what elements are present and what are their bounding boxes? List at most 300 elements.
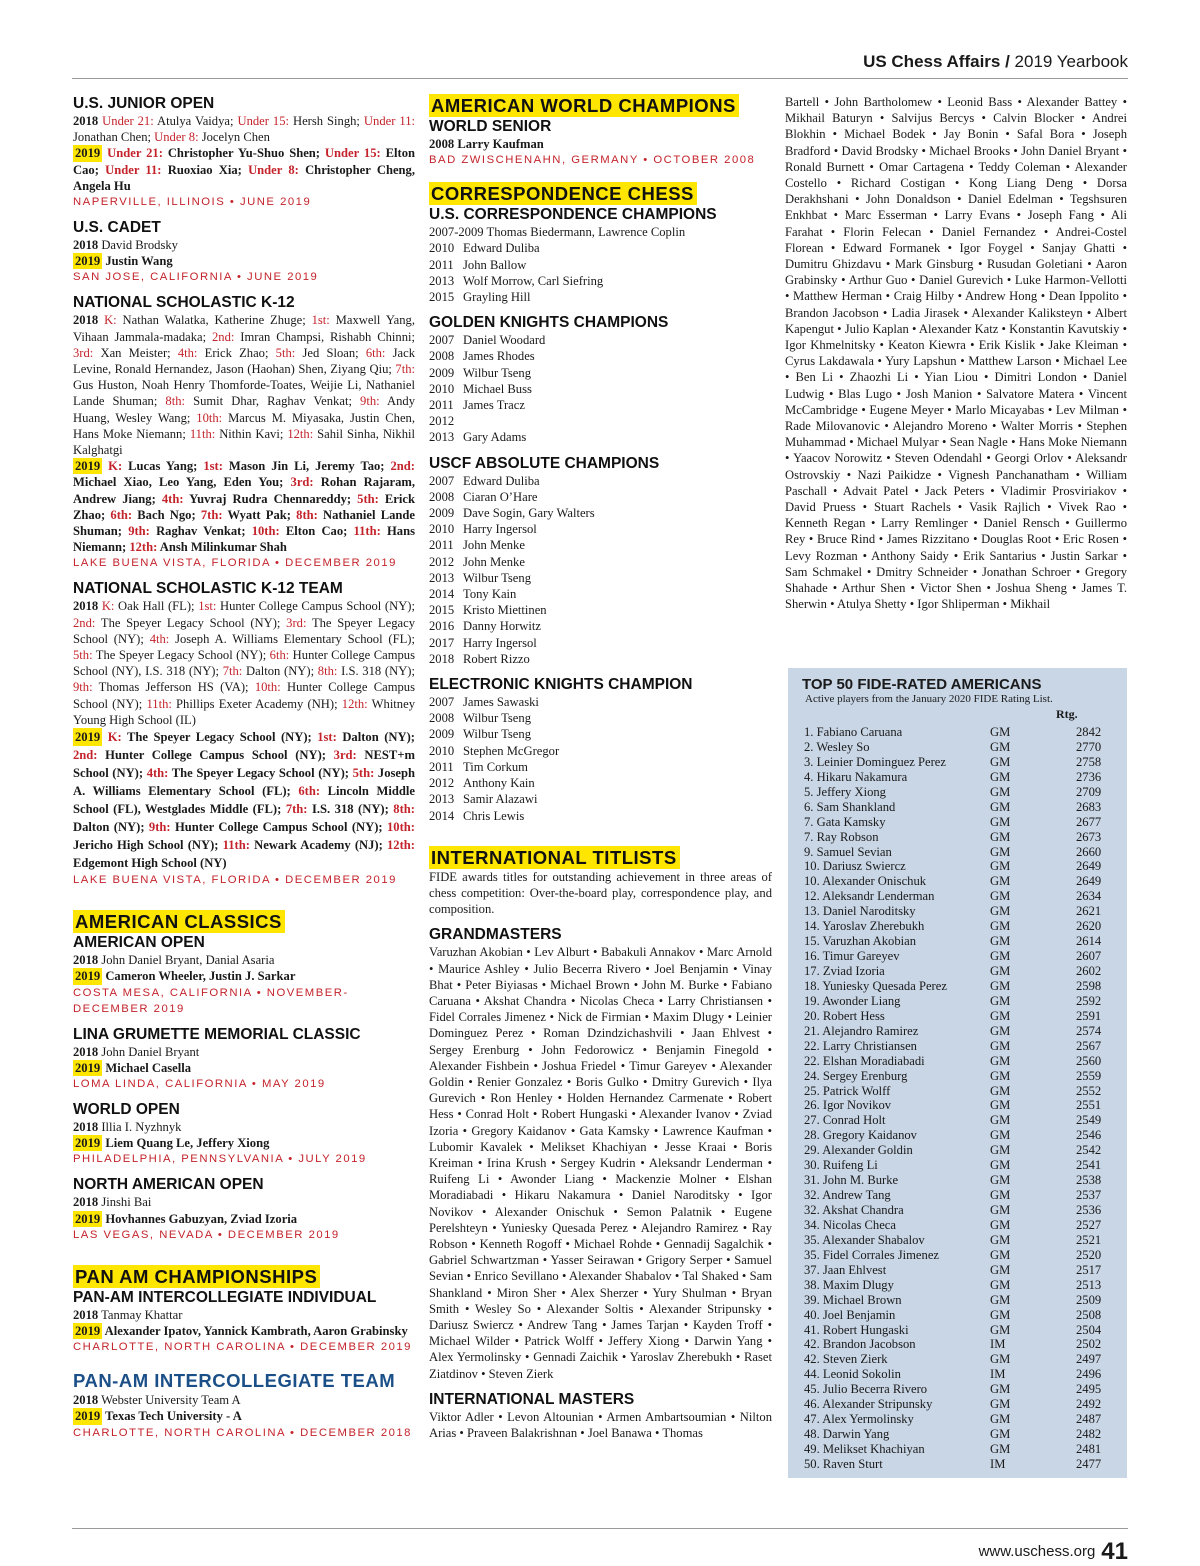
player-rating: 2592 — [1076, 993, 1102, 1008]
list-item — [429, 429, 772, 445]
list-year: 2009 — [429, 506, 455, 521]
list-item — [429, 710, 772, 726]
table-row — [804, 1427, 1127, 1442]
list-item — [429, 570, 772, 586]
list-year: 2008 — [429, 711, 455, 726]
player-name: 48. Darwin Yang — [804, 1427, 890, 1442]
table-row — [804, 1263, 1127, 1278]
player-name: 24. Sergey Erenburg — [804, 1068, 908, 1083]
player-name: 14. Yaroslav Zherebukh — [804, 919, 925, 934]
world-senior-location: BAD ZWISCHENAHN, GERMANY • OCTOBER 2008 — [429, 154, 756, 167]
category-label: K: — [108, 459, 123, 474]
player-name: 45. Julio Becerra Rivero — [804, 1382, 928, 1397]
table-row — [804, 1323, 1127, 1338]
category-label: Under 8: — [248, 162, 299, 177]
category-label: Under 11: — [363, 114, 415, 128]
player-name: 22. Larry Christiansen — [804, 1038, 917, 1053]
player-rating: 2517 — [1076, 1262, 1102, 1277]
player-name: 46. Alexander Stripunsky — [804, 1397, 933, 1412]
winner: Elton Cao; — [73, 146, 416, 177]
list-name: Kristo Miettinen — [463, 603, 547, 618]
list-item — [429, 808, 772, 824]
list-item — [429, 791, 772, 807]
player-rating: 2542 — [1076, 1143, 1102, 1158]
list-item — [429, 273, 772, 289]
winner: The Speyer Legacy School (NY); — [168, 766, 353, 781]
winner: Liem Quang Le, Jeffery Xiong — [102, 1136, 270, 1151]
winner: Ansh Milinkumar Shah — [157, 540, 287, 555]
american-open-location: COSTA MESA, CALIFORNIA • NOVEMBER-DECEMBER 2019 — [73, 986, 349, 1015]
player-name: 10. Dariusz Swiercz — [804, 859, 906, 874]
list-name: John Menke — [463, 538, 525, 553]
list-item — [429, 381, 772, 397]
winner: Texas Tech University - A — [102, 1409, 242, 1424]
player-title: GM — [990, 1382, 1011, 1397]
winner: NEST+m School (NY); — [73, 748, 415, 781]
list-name: Gary Adams — [463, 430, 527, 445]
table-row — [804, 1218, 1127, 1233]
list-year: 2010 — [429, 743, 455, 758]
list-name: Robert Rizzo — [463, 651, 530, 666]
player-name: 29. Alexander Goldin — [804, 1143, 913, 1158]
player-title: GM — [990, 799, 1011, 814]
year-label: 2018 — [73, 1307, 99, 1322]
table-row — [804, 1069, 1127, 1084]
k12-location: LAKE BUENA VISTA, FLORIDA • DECEMBER 2019 — [73, 557, 397, 570]
player-title: GM — [990, 1173, 1011, 1188]
player-title: GM — [990, 1322, 1011, 1337]
winner: Joseph A. Williams Elementary School (FL); — [169, 631, 415, 646]
list-item — [429, 332, 772, 348]
player-rating: 2513 — [1076, 1277, 1102, 1292]
winner: I.S. 318 (NY); — [337, 664, 415, 679]
list-item — [429, 759, 772, 775]
player-name: 42. Steven Zierk — [804, 1352, 888, 1367]
lina-location: LOMA LINDA, CALIFORNIA • MAY 2019 — [73, 1077, 326, 1090]
category-label: 3rd: — [73, 345, 94, 360]
category-label: 1st: — [317, 730, 337, 745]
table-row — [804, 979, 1127, 994]
list-item — [429, 224, 772, 240]
player-name: 2. Wesley So — [804, 739, 870, 754]
player-rating: 2482 — [1076, 1427, 1102, 1442]
category-label: 3rd: — [333, 748, 357, 763]
player-title: GM — [990, 1023, 1011, 1038]
list-name: Wilbur Tseng — [463, 365, 531, 380]
player-title: GM — [990, 1217, 1011, 1232]
table-row — [804, 845, 1127, 860]
winner: Jack Levine, Ronald Hernandez, Jason (Haohan) Shen, Ziyang Qiu; — [73, 345, 415, 377]
winner: Erick Zhao; — [73, 491, 415, 522]
table-row — [804, 785, 1127, 800]
player-rating: 2487 — [1076, 1412, 1102, 1427]
section-american-world-champions: AMERICAN WORLD CHAMPIONS — [429, 94, 739, 117]
winner: Ruoxiao Xia; — [161, 162, 249, 177]
list-item — [429, 694, 772, 710]
list-year: 2012 — [429, 414, 455, 429]
table-row — [804, 1278, 1127, 1293]
player-title: GM — [990, 934, 1011, 949]
table-row — [804, 949, 1127, 964]
year-label: 2018 — [73, 1195, 99, 1210]
category-label: 11th: — [146, 696, 172, 711]
table-row — [804, 1352, 1127, 1367]
player-rating: 2552 — [1076, 1083, 1102, 1098]
player-title: GM — [990, 769, 1011, 784]
year-badge: 2019 — [75, 1323, 101, 1338]
world-open-location: PHILADELPHIA, PENNSYLVANIA • JULY 2019 — [73, 1153, 367, 1166]
player-title: GM — [990, 739, 1011, 754]
table-row — [804, 889, 1127, 904]
player-title: GM — [990, 1412, 1011, 1427]
cadet-2018 — [73, 237, 415, 253]
category-label: 2nd: — [73, 748, 98, 763]
list-name: Dave Sogin, Gary Walters — [463, 506, 595, 521]
category-label: 9th: — [360, 394, 380, 409]
table-row — [804, 1293, 1127, 1308]
list-year: 2013 — [429, 570, 455, 585]
player-title: GM — [990, 1143, 1011, 1158]
player-rating: 2567 — [1076, 1038, 1102, 1053]
player-rating: 2481 — [1076, 1442, 1102, 1456]
list-name: Tim Corkum — [463, 759, 528, 774]
category-label: 11th: — [222, 838, 250, 853]
table-row — [804, 919, 1127, 934]
player-name: 31. John M. Burke — [804, 1173, 899, 1188]
lina-title: LINA GRUMETTE MEMORIAL CLASSIC — [73, 1025, 361, 1043]
electronic-knights-title: ELECTRONIC KNIGHTS CHAMPION — [429, 676, 693, 694]
player-title: GM — [990, 1128, 1011, 1143]
player-name: 37. Jaan Ehlvest — [804, 1262, 887, 1277]
table-row — [804, 1203, 1127, 1218]
year-label: 2018 — [73, 114, 99, 128]
list-name: Harry Ingersol — [463, 635, 537, 650]
header-book: 2019 Yearbook — [1014, 52, 1128, 71]
table-row — [804, 859, 1127, 874]
table-row — [804, 755, 1127, 770]
table-row — [804, 1367, 1127, 1382]
top50-table — [804, 725, 1127, 1472]
category-label: 9th: — [73, 680, 93, 695]
winner: Oak Hall (FL); — [114, 599, 199, 614]
grandmasters-list: Varuzhan Akobian • Lev Alburt • Babakuli Annakov • Marc Arnold • Maurice Ashley • Julio Becerra Rivero • Joel Benjamin • Vinay Bhat • Peter Biyiasas • Michael Brown • John M. Burke • Fabiano Caruana • Akshat Chandra • Nicolas Checa • Larry Christiansen • Fidel Corrales Jimenez • Nick de Firmian • Maxim Dlugy • Leinier Dominguez Perez • Roman Dzindzichashvili • Jaan Ehlvest • Sergey Erenburg • John Fedorowicz • Benjamin Finegold • Alexander Fishbein • Joshua Friedel • Timur Gareyev • Alexander Goldin • Renier Gonzalez • Boris Gulko • Dmitry Gurevich • Ilya Gurevich • Ron Henley • Holden Hernandez Carmenate • Robert Hess • Conrad Holt • Robert Hungaski • Alexander Ivanov • Zviad Izoria • Gregory Kaidanov • Gata Kamsky • Lawrence Kaufman • Lubomir Kavalek • Melikset Khachiyan • Jesse Kraai • Boris Kreiman • Irina Krush • Sergey Kudrin • Aleksandr Lenderman • Ruifeng Li • Awonder Liang • Mackenzie Molner • Elshan Moradiabadi • Hikaru Nakamura • Daniel Naroditsky • Igor Novikov • Alexander Onischuk • Semon Palatnik • Eugene Perelshteyn • Yuniesky Quesada Perez • Alejandro Ramirez • Ray Robson • Kenneth Rogoff • Michael Rohde • Gennadij Sagalchik • Gabriel Schwartzman • Yasser Seirawan • Grigory Serper • Samuel Sevian • Enrico Sevillano • Alexander Shabalov • Tal Shaked • Sam Shankland • Miron Sher • Alex Sherzer • Yury Shulman • Bryan Smith • Wesley So • Alexander Soltis • Alexander Stripunsky • Dariusz Swiercz • Andrew Tang • James Tarjan • Kayden Troff • Michael Wilder • Patrick Wolff • Jeffery Xiong • Darwin Yang • Alex Yermolinsky • Gennadi Zaichik • Yaroslav Zherebukh • Raset Ziatdinov • Steven Zierk — [429, 945, 772, 1381]
winner: Hunter College Campus School (NY); — [170, 820, 387, 835]
player-title: IM — [990, 1337, 1006, 1352]
player-name: 38. Maxim Dlugy — [804, 1277, 894, 1292]
k12-team-2018 — [73, 598, 415, 728]
table-row — [804, 934, 1127, 949]
header-separator: / — [1000, 52, 1015, 71]
american-open-title: AMERICAN OPEN — [73, 934, 205, 952]
winner: John Daniel Bryant — [98, 1044, 200, 1059]
section-international-titlists: INTERNATIONAL TITLISTS — [429, 846, 680, 869]
year-badge: 2019 — [75, 459, 101, 474]
list-year: 2012 — [429, 554, 455, 569]
category-label: Under 15: — [324, 146, 381, 161]
category-label: 3rd: — [286, 615, 307, 630]
player-rating: 2502 — [1076, 1337, 1102, 1352]
winner: Webster University Team A — [98, 1393, 241, 1408]
player-name: 19. Awonder Liang — [804, 993, 901, 1008]
list-name: Tony Kain — [463, 587, 517, 602]
category-label: 1st: — [311, 313, 330, 328]
player-name: 15. Varuzhan Akobian — [804, 934, 917, 949]
list-name: Edward Duliba — [463, 241, 540, 256]
golden-knights-title: GOLDEN KNIGHTS CHAMPIONS — [429, 314, 669, 332]
list-name: Grayling Hill — [463, 290, 531, 305]
player-name: 21. Alejandro Ramirez — [804, 1023, 919, 1038]
panam-individual-title: PAN-AM INTERCOLLEGIATE INDIVIDUAL — [73, 1288, 377, 1306]
winner: Jericho High School (NY); — [73, 838, 223, 853]
winner: Jocelyn Chen — [198, 130, 270, 145]
panam-individual-location: CHARLOTTE, NORTH CAROLINA • DECEMBER 2019 — [73, 1341, 412, 1354]
table-row — [804, 904, 1127, 919]
panam-team-2019 — [73, 1408, 415, 1424]
list-year: 2013 — [429, 792, 455, 807]
player-rating: 2541 — [1076, 1158, 1102, 1173]
list-year: 2011 — [429, 257, 454, 272]
player-title: GM — [990, 814, 1011, 829]
winner: Thomas Jefferson HS (VA); — [92, 680, 255, 695]
list-year: 2009 — [429, 365, 455, 380]
player-rating: 2509 — [1076, 1292, 1102, 1307]
player-name: 25. Patrick Wolff — [804, 1083, 891, 1098]
category-label: 12th: — [387, 838, 415, 853]
running-header — [863, 52, 1128, 72]
player-title: GM — [990, 964, 1011, 978]
player-name: 50. Raven Sturt — [804, 1456, 883, 1471]
player-title: GM — [990, 1203, 1011, 1217]
category-label: 8th: — [317, 664, 338, 679]
winner: Dalton (NY); — [73, 820, 149, 835]
list-name: Daniel Woodard — [463, 333, 546, 348]
list-item — [429, 348, 772, 364]
player-name: 10. Alexander Onischuk — [804, 874, 927, 889]
year-label: 2018 — [73, 238, 99, 253]
section-pan-am: PAN AM CHAMPIONSHIPS — [73, 1265, 320, 1288]
table-row — [804, 1233, 1127, 1248]
winner: Edgemont High School (NY) — [73, 856, 227, 871]
player-title: IM — [990, 1456, 1006, 1471]
list-year: 2016 — [429, 619, 455, 634]
category-label: K: — [107, 730, 122, 745]
year-label: 2018 — [73, 1044, 99, 1059]
winner: Jonathan Chen; — [73, 130, 155, 145]
top50-subtitle: Active players from the January 2020 FIDE Rating List. — [805, 693, 1053, 705]
section-panam-team: PAN-AM INTERCOLLEGIATE TEAM — [73, 1370, 396, 1392]
player-name: 20. Robert Hess — [804, 1008, 885, 1023]
category-label: 6th: — [110, 507, 133, 522]
winner: Jed Sloan; — [295, 345, 366, 360]
category-label: Under 8: — [154, 130, 199, 145]
american-open-2018 — [73, 952, 415, 968]
category-label: Under 15: — [237, 114, 290, 128]
player-rating: 2649 — [1076, 874, 1102, 889]
list-name: John Ballow — [463, 257, 527, 272]
player-name: 5. Jeffery Xiong — [804, 784, 886, 799]
us-corr-list — [429, 224, 772, 305]
table-row — [804, 800, 1127, 815]
player-rating: 2504 — [1076, 1322, 1102, 1337]
category-label: K: — [101, 599, 115, 614]
player-rating: 2620 — [1076, 919, 1102, 934]
table-row — [804, 1248, 1127, 1263]
page-number: 41 — [1101, 1538, 1128, 1565]
player-name: 22. Elshan Moradiabadi — [804, 1053, 925, 1068]
player-rating: 2574 — [1076, 1023, 1102, 1038]
absolute-list — [429, 473, 772, 667]
player-rating: 2508 — [1076, 1307, 1102, 1322]
player-title: GM — [990, 1232, 1011, 1247]
winner: Illia I. Nyzhnyk — [98, 1119, 182, 1134]
player-rating: 2842 — [1076, 725, 1102, 739]
list-item — [429, 586, 772, 602]
table-row — [804, 1188, 1127, 1203]
list-year: 2014 — [429, 808, 455, 823]
winner: Michael Casella — [102, 1060, 192, 1075]
footer-rule — [72, 1528, 1128, 1529]
table-row — [804, 1397, 1127, 1412]
player-name: 41. Robert Hungaski — [804, 1322, 909, 1337]
player-name: 27. Conrad Holt — [804, 1113, 886, 1128]
table-row — [804, 1442, 1127, 1457]
player-name: 13. Daniel Naroditsky — [804, 904, 916, 919]
player-title: GM — [990, 754, 1011, 769]
player-title: GM — [990, 859, 1011, 874]
player-name: 6. Sam Shankland — [804, 799, 896, 814]
category-label: 1st: — [198, 599, 217, 614]
table-row — [804, 1039, 1127, 1054]
year-badge: 2019 — [75, 730, 101, 745]
player-rating: 2536 — [1076, 1203, 1102, 1217]
category-label: 10th: — [251, 524, 280, 539]
list-year: 2008 — [429, 349, 455, 364]
category-label: 8th: — [393, 802, 415, 817]
player-name: 35. Fidel Corrales Jimenez — [804, 1247, 940, 1262]
section-american-classics: AMERICAN CLASSICS — [73, 910, 285, 933]
player-rating: 2497 — [1076, 1352, 1102, 1367]
player-rating: 2602 — [1076, 964, 1102, 978]
winner: Nathan Walatka, Katherine Zhuge; — [116, 313, 312, 328]
list-item — [429, 554, 772, 570]
winner: Phillips Exeter Academy (NH); — [171, 696, 342, 711]
player-title: GM — [990, 1038, 1011, 1053]
player-rating: 2770 — [1076, 739, 1102, 754]
winner: Joseph A. Williams Elementary School (FL); — [73, 766, 415, 799]
player-title: GM — [990, 1158, 1011, 1173]
section-correspondence-chess: CORRESPONDENCE CHESS — [429, 182, 697, 205]
player-name: 34. Nicolas Checa — [804, 1217, 896, 1232]
list-name: Danny Horwitz — [463, 619, 541, 634]
year-badge: 2019 — [75, 1409, 101, 1424]
player-name: 30. Ruifeng Li — [804, 1158, 878, 1173]
list-item — [429, 257, 772, 273]
list-item — [429, 505, 772, 521]
year-badge: 2019 — [75, 146, 101, 161]
winner: Atulya Vaidya; — [153, 114, 238, 128]
winner: I.S. 318 (NY); — [307, 802, 394, 817]
player-title: GM — [990, 904, 1011, 919]
category-label: 4th: — [146, 766, 169, 781]
north-american-open-location: LAS VEGAS, NEVADA • DECEMBER 2019 — [73, 1228, 340, 1241]
player-name: 1. Fabiano Caruana — [804, 725, 903, 739]
list-item — [429, 651, 772, 667]
category-label: 7th: — [222, 664, 243, 679]
player-name: 12. Aleksandr Lenderman — [804, 889, 935, 904]
list-year: 2010 — [429, 241, 455, 256]
winner: Lucas Yang; — [122, 459, 204, 474]
table-row — [804, 1054, 1127, 1069]
player-rating: 2660 — [1076, 844, 1102, 859]
category-label: 8th: — [296, 507, 318, 522]
category-label: 4th: — [161, 491, 184, 506]
player-name: 3. Leinier Dominguez Perez — [804, 754, 946, 769]
table-row — [804, 1308, 1127, 1323]
category-label: 7th: — [285, 802, 308, 817]
column-right — [785, 94, 1127, 613]
category-label: 5th: — [357, 491, 379, 506]
list-name: John Menke — [463, 554, 525, 569]
winner: Bach Ngo; — [132, 507, 201, 522]
category-label: 2nd: — [390, 459, 415, 474]
player-title: GM — [990, 1113, 1011, 1128]
player-name: 18. Yuniesky Quesada Perez — [804, 978, 947, 993]
player-rating: 2537 — [1076, 1188, 1102, 1203]
winner: Whitney Young High School (IL) — [73, 696, 415, 727]
table-row — [804, 1382, 1127, 1397]
cadet-2019 — [73, 253, 415, 269]
list-name: Ciaran O’Hare — [463, 489, 538, 504]
category-label: 5th: — [275, 345, 296, 360]
winner: Newark Academy (NJ); — [249, 838, 387, 853]
list-year: 2007 — [429, 333, 455, 348]
player-rating: 2736 — [1076, 769, 1102, 784]
player-title: GM — [990, 949, 1011, 964]
table-row — [804, 1337, 1127, 1352]
table-row — [804, 1143, 1127, 1158]
player-name: 7. Ray Robson — [804, 829, 879, 844]
list-name: Anthony Kain — [463, 776, 535, 791]
list-year: 2007 — [429, 473, 455, 488]
player-title: GM — [990, 1262, 1011, 1277]
winner: Sahil Sinha, Nikhil Kalghatgi — [73, 426, 416, 458]
junior-open-2018 — [73, 113, 415, 145]
winner: Hunter College Campus School (NY); — [73, 680, 415, 711]
list-year: 2010 — [429, 381, 455, 396]
player-name: 35. Alexander Shabalov — [804, 1232, 925, 1247]
player-rating: 2477 — [1076, 1456, 1102, 1471]
north-american-open-2018 — [73, 1194, 415, 1210]
player-title: GM — [990, 829, 1011, 844]
junior-open-location: NAPERVILLE, ILLINOIS • JUNE 2019 — [73, 196, 312, 209]
list-name: Wilbur Tseng — [463, 727, 531, 742]
list-name: James Rhodes — [463, 349, 535, 364]
absolute-title: USCF ABSOLUTE CHAMPIONS — [429, 454, 660, 472]
world-open-2019 — [73, 1135, 415, 1151]
player-title: GM — [990, 1442, 1011, 1456]
player-name: 44. Leonid Sokolin — [804, 1367, 901, 1382]
winner: Hersh Singh; — [289, 114, 364, 128]
list-name: Michael Buss — [463, 381, 532, 396]
list-item — [429, 289, 772, 305]
category-label: 2nd: — [212, 329, 235, 344]
winner: Christopher Yu-Shuo Shen; — [162, 146, 325, 161]
category-label: 12th: — [129, 540, 158, 555]
north-american-open-2019 — [73, 1211, 415, 1227]
category-label: 6th: — [269, 648, 290, 663]
table-row — [804, 830, 1127, 845]
winner: Lincoln Middle School (FL), Westglades Middle (FL); — [73, 784, 416, 817]
